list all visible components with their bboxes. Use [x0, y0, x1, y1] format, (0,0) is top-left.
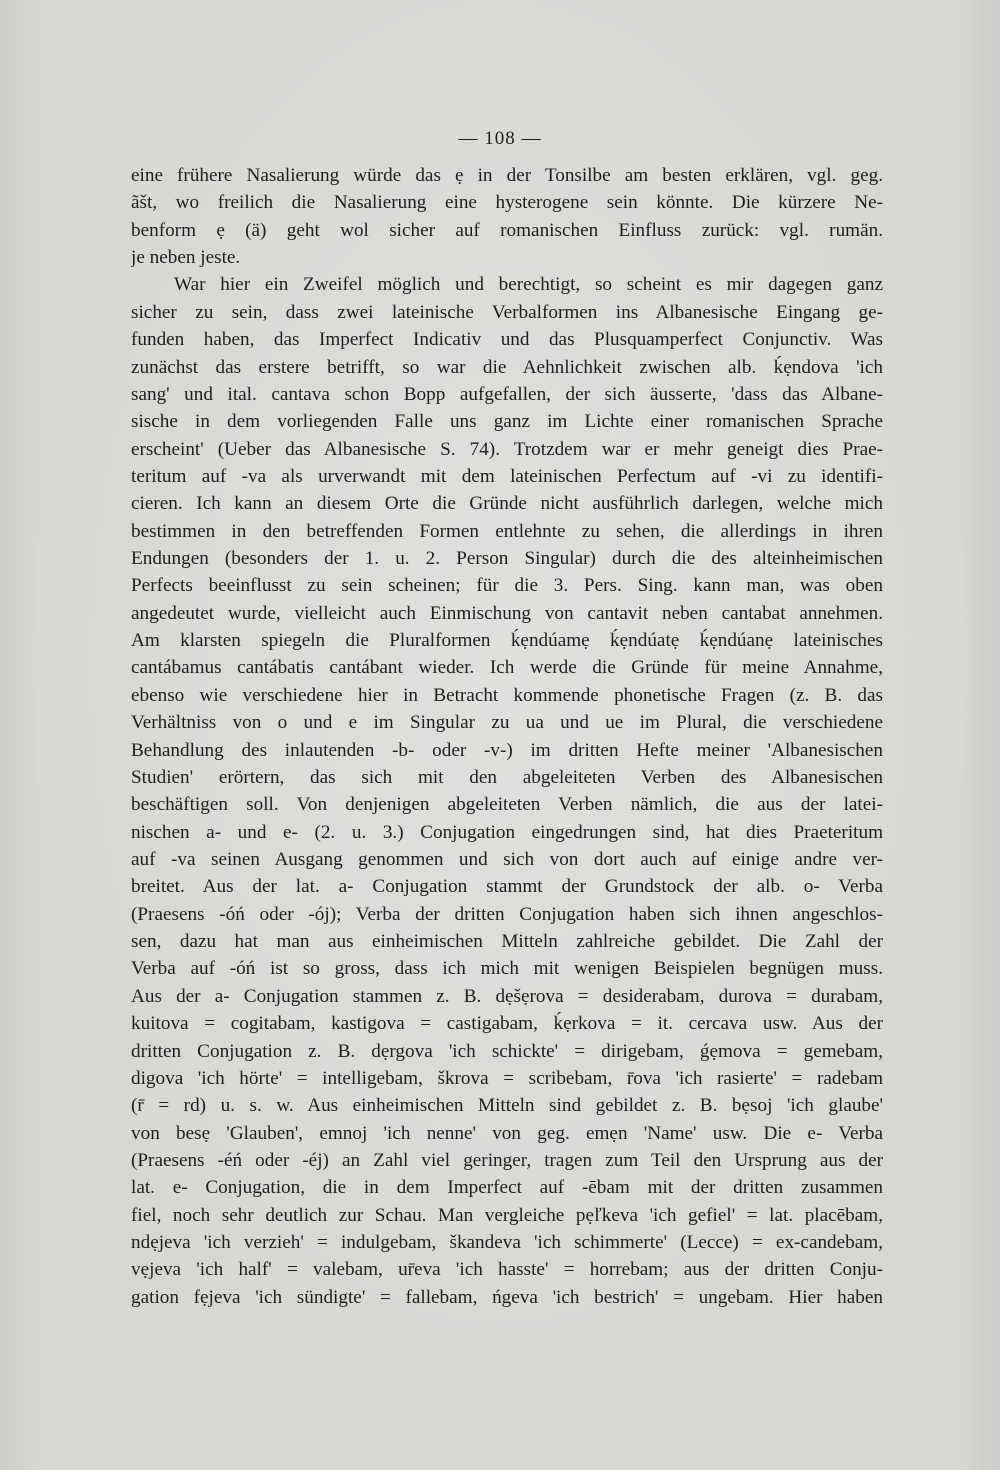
- text-line: je neben jeste.: [131, 247, 241, 269]
- text-line: sische in dem vorliegenden Falle uns ganz im Lichte einer romanischen Sprache: [131, 411, 883, 433]
- text-line: Studien' erörtern, das sich mit den abgeleiteten Verben des Albanesischen: [131, 766, 883, 788]
- text-line: sang' und ital. cantava schon Bopp aufgefallen, der sich äusserte, 'dass das Albane-: [131, 383, 883, 405]
- page-number: — 108 —: [458, 128, 542, 149]
- text-line: bestimmen in den betreffenden Formen entlehnte zu sehen, die allerdings in ihren: [131, 520, 883, 542]
- text-line: eine frühere Nasalierung würde das ẹ in der Tonsilbe am besten erklären, vgl. geg.: [131, 165, 883, 186]
- text-line: angedeutet wurde, vielleicht auch Einmischung von cantavit neben cantabat annehmen.: [131, 602, 883, 624]
- text-line: War hier ein Zweifel möglich und berechtigt, so scheint es mir dagegen ganz: [174, 274, 883, 296]
- text-line: ndẹjeva 'ich verzieh' = indulgebam, škandeva 'ich schimmerte' (Lecce) = ex-candebam,: [131, 1232, 883, 1254]
- text-line: Behandlung des inlautenden -b- oder -v-) im dritten Hefte meiner 'Albanesischen: [131, 739, 883, 761]
- text-line: auf -va seinen Ausgang genommen und sich von dort auch auf einige andre ver-: [131, 848, 883, 870]
- text-line: vẹjeva 'ich half' = valebam, ur̄eva 'ich hasste' = horrebam; aus der dritten Conju-: [131, 1259, 883, 1281]
- text-line: von besẹ 'Glauben', emnoj 'ich nenne' von geg. emẹn 'Name' usw. Die e- Verba: [131, 1122, 883, 1144]
- text-line: (Praesens -éń oder -éj) an Zahl viel geringer, tragen zum Teil den Ursprung aus der: [131, 1149, 883, 1171]
- text-line: Verhältniss von o und e im Singular zu ua und ue im Plural, die verschiedene: [131, 712, 883, 734]
- text-line: dritten Conjugation z. B. dẹrgova 'ich schickte' = dirigebam, ǵẹmova = gemebam,: [131, 1040, 883, 1062]
- text-line: sen, dazu hat man aus einheimischen Mitteln zahlreiche gebildet. Die Zahl der: [131, 931, 883, 953]
- text-line: nischen a- und e- (2. u. 3.) Conjugation eingedrungen sind, hat dies Praeteritum: [131, 821, 883, 843]
- text-line: digova 'ich hörte' = intelligebam, škrova = scribebam, r̄ova 'ich rasierte' = radebam: [131, 1067, 883, 1089]
- text-line: erscheint' (Ueber das Albanesische S. 74). Trotzdem war er mehr geneigt dies Prae-: [131, 438, 883, 460]
- text-line: ebenso wie verschiedene hier in Betracht kommende phonetische Fragen (z. B. das: [131, 684, 883, 706]
- text-line: fiel, noch sehr deutlich zur Schau. Man vergleiche pẹľkeva 'ich gefiel' = lat. placēbam,: [131, 1204, 883, 1226]
- text-line: cantábamus cantábatis cantábant wieder. Ich werde die Gründe für meine Annahme,: [131, 657, 883, 679]
- text-line: lat. e- Conjugation, die in dem Imperfect auf -ēbam mit der dritten zusammen: [131, 1177, 883, 1199]
- text-line: sicher zu sein, dass zwei lateinische Verbalformen ins Albanesische Eingang ge-: [131, 301, 883, 323]
- text-line: ãšt, wo freilich die Nasalierung eine hysterogene sein könnte. Die kürzere Ne-: [131, 192, 883, 214]
- text-line: funden haben, das Imperfect Indicativ und das Plusquamperfect Conjunctiv. Was: [131, 329, 883, 351]
- text-line: beschäftigen soll. Von denjenigen abgeleiteten Verben nämlich, die aus der latei-: [131, 794, 883, 816]
- text-line: breitet. Aus der lat. a- Conjugation stammt der Grundstock der alb. o- Verba: [131, 876, 883, 898]
- text-line: Verba auf -óń ist so gross, dass ich mich mit wenigen Beispielen begnügen muss.: [131, 958, 883, 980]
- text-line: benform ẹ (ä) geht wol sicher auf romanischen Einfluss zurück: vgl. rumän.: [131, 219, 883, 241]
- body-text: [131, 162, 883, 1311]
- text-line: (Praesens -óń oder -ój); Verba der dritten Conjugation haben sich ihnen angeschlos-: [131, 903, 883, 925]
- text-line: Perfects beeinflusst zu sein scheinen; für die 3. Pers. Sing. kann man, was oben: [131, 575, 883, 597]
- text-line: Am klarsten spiegeln die Pluralformen ḱẹndúamẹ ḱẹndúatẹ ḱẹndúanẹ lateinisches: [131, 630, 883, 652]
- text-line: Aus der a- Conjugation stammen z. B. dẹšẹrova = desiderabam, durova = durabam,: [131, 985, 883, 1007]
- text-line: teritum auf -va als urverwandt mit dem lateinischen Perfectum auf -vi zu identifi-: [131, 465, 883, 487]
- text-line: (r̄ = rd) u. s. w. Aus einheimischen Mitteln sind gebildet z. B. bẹsoj 'ich glaube': [131, 1095, 883, 1117]
- text-line: cieren. Ich kann an diesem Orte die Gründe nicht ausführlich darlegen, welche mich: [131, 493, 883, 515]
- text-line: kuitova = cogitabam, kastigova = castigabam, ḱẹrkova = it. cercava usw. Aus der: [131, 1013, 883, 1035]
- text-line: gation fẹjeva 'ich sündigte' = fallebam, ńgeva 'ich bestrich' = ungebam. Hier haben: [131, 1286, 883, 1308]
- text-line: zunächst das erstere betrifft, so war die Aehnlichkeit zwischen alb. ḱẹndova 'ich: [131, 356, 883, 378]
- text-line: Endungen (besonders der 1. u. 2. Person Singular) durch die des alteinheimischen: [131, 548, 883, 570]
